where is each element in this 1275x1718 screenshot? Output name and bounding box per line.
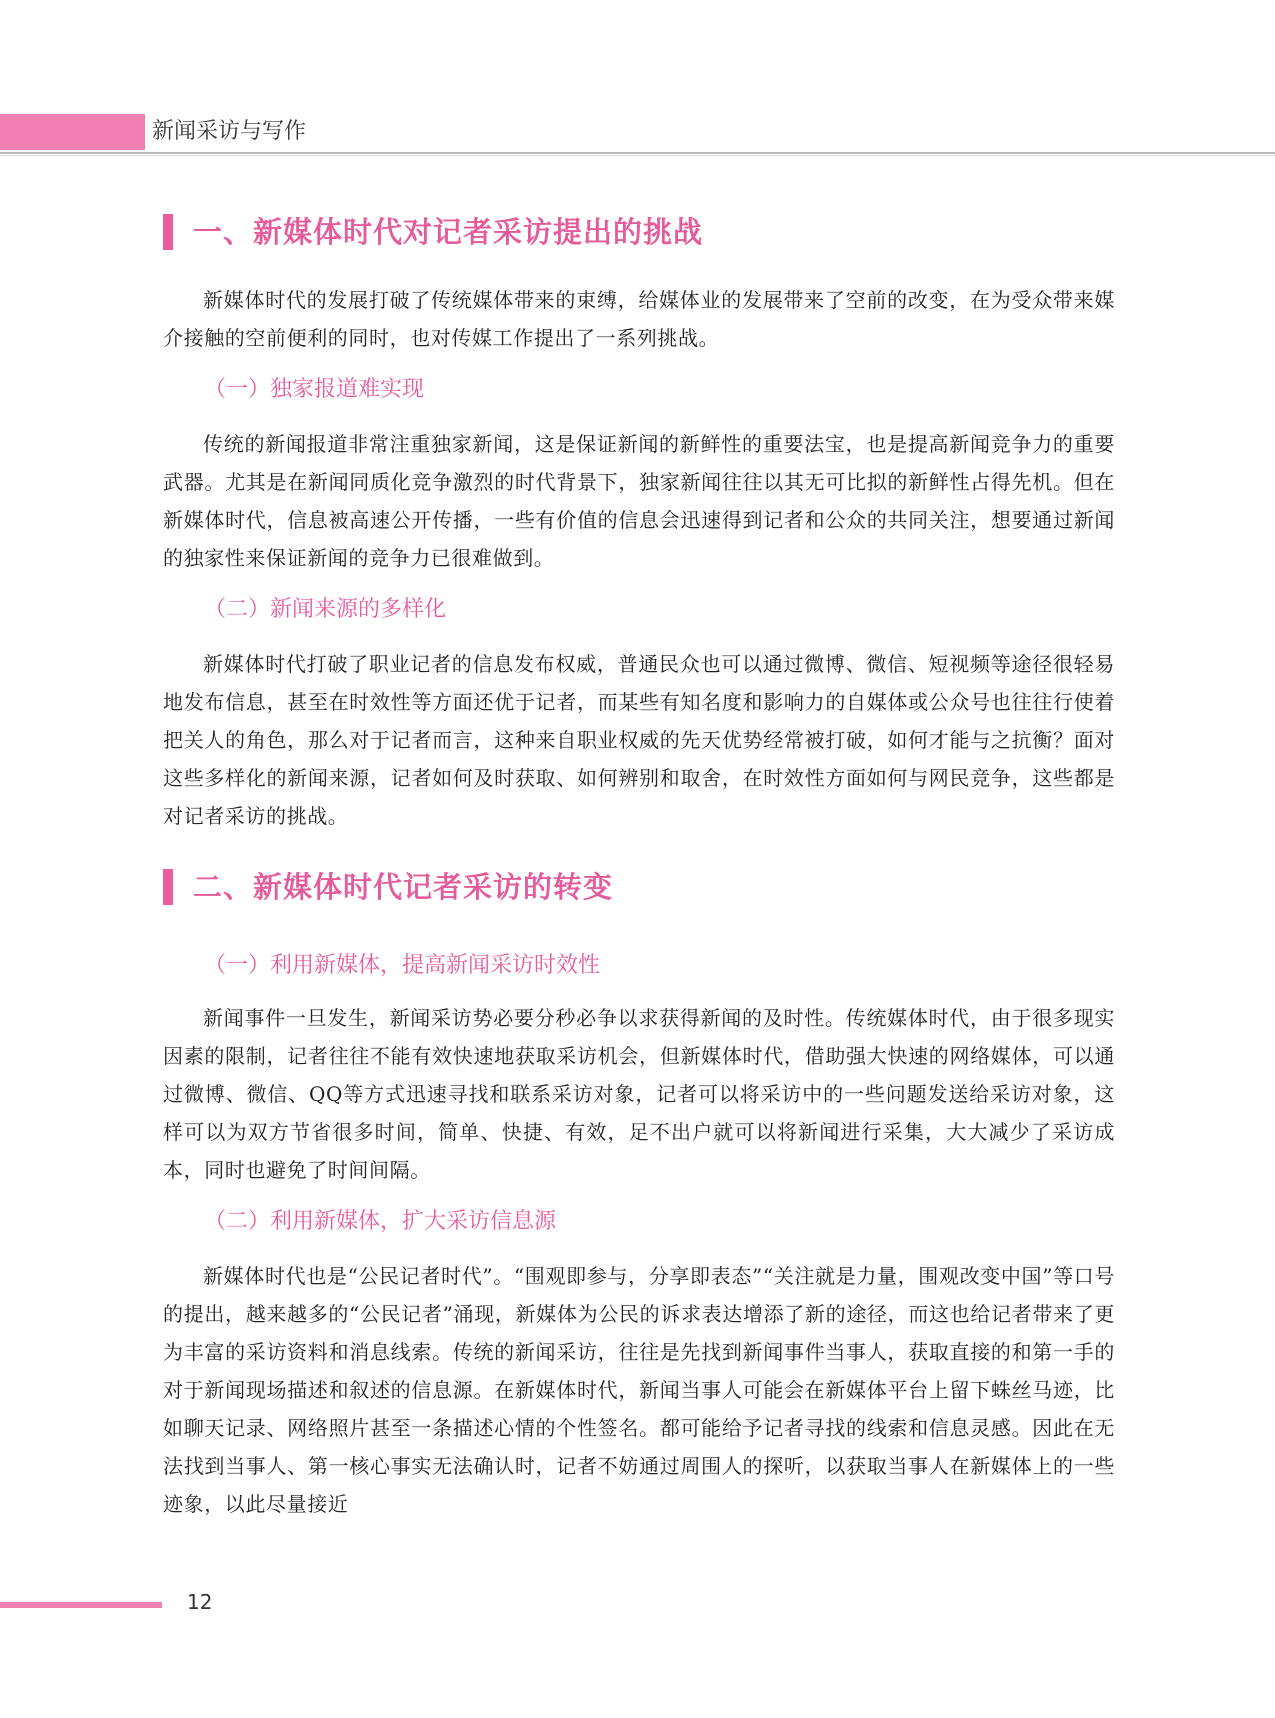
subsection-heading-1-2: （二）新闻来源的多样化 [204, 597, 447, 622]
footer-accent-line [0, 1602, 162, 1608]
heading-marker-bar [163, 214, 173, 250]
page-number: 12 [187, 1590, 213, 1614]
section-heading-text: 一、新媒体时代对记者采访提出的挑战 [193, 215, 704, 249]
header-accent-bar [0, 114, 145, 150]
running-header-title: 新闻采访与写作 [152, 119, 307, 144]
page-content [163, 210, 1115, 1523]
section-heading-2 [163, 865, 1115, 909]
subsection-paragraph-2-1: 新闻事件一旦发生，新闻采访势必要分秒必争以求获得新闻的及时性。传统媒体时代，由于很多现实因素的限制，记者往往不能有效快速地获取采访机会，但新媒体时代，借助强大快速的网络媒体，可以通过微博、微信、QQ等方式迅速寻找和联系采访对象，记者可以将采访中的一些问题发送给采访对象，这样可以为双方节省很多时间，简单、快捷、有效，足不出户就可以将新闻进行采集，大大减少了采访成本，同时也避免了时间间隔。 [163, 1006, 1115, 1182]
subsection-paragraph-1-2: 新媒体时代打破了职业记者的信息发布权威，普通民众也可以通过微博、微信、短视频等途径很轻易地发布信息，甚至在时效性等方面还优于记者，而某些有知名度和影响力的自媒体或公众号也往往行使着把关人的角色，那么对于记者而言，这种来自职业权威的先天优势经常被打破，如何才能与之抗衡？面对这些多样化的新闻来源，记者如何及时获取、如何辨别和取舍，在时效性方面如何与网民竞争，这些都是对记者采访的挑战。 [163, 652, 1115, 828]
subsection-heading-1-1: （一）独家报道难实现 [204, 377, 425, 402]
subsection-paragraph-1-1: 传统的新闻报道非常注重独家新闻，这是保证新闻的新鲜性的重要法宝，也是提高新闻竞争力的重要武器。尤其是在新闻同质化竞争激烈的时代背景下，独家新闻往往以其无可比拟的新鲜性占得先机。但在新媒体时代，信息被高速公开传播，一些有价值的信息会迅速得到记者和公众的共同关注，想要通过新闻的独家性来保证新闻的竞争力已很难做到。 [163, 432, 1115, 570]
section-intro-paragraph: 新媒体时代的发展打破了传统媒体带来的束缚，给媒体业的发展带来了空前的改变，在为受众带来媒介接触的空前便利的同时，也对传媒工作提出了一系列挑战。 [163, 288, 1115, 350]
subsection-heading-2-2: （二）利用新媒体，扩大采访信息源 [204, 1209, 557, 1234]
subsection-paragraph-2-2: 新媒体时代也是“公民记者时代”。“围观即参与，分享即表态”“关注就是力量，围观改变中国”等口号的提出，越来越多的“公民记者”涌现，新媒体为公民的诉求表达增添了新的途径，而这也给记者带来了更为丰富的采访资料和消息线索。传统的新闻采访，往往是先找到新闻事件当事人，获取直接的和第一手的对于新闻现场描述和叙述的信息源。在新媒体时代，新闻当事人可能会在新媒体平台上留下蛛丝马迹，比如聊天记录、网络照片甚至一条描述心情的个性签名。都可能给予记者寻找的线索和信息灵感。因此在无法找到当事人、第一核心事实无法确认时，记者不妨通过周围人的探听，以获取当事人在新媒体上的一些迹象，以此尽量接近 [163, 1264, 1115, 1516]
header-divider [0, 152, 1275, 156]
subsection-heading-2-1: （一）利用新媒体，提高新闻采访时效性 [204, 953, 601, 978]
heading-marker-bar [163, 869, 173, 905]
section-heading-1 [163, 210, 1115, 254]
section-heading-text: 二、新媒体时代记者采访的转变 [193, 870, 614, 904]
